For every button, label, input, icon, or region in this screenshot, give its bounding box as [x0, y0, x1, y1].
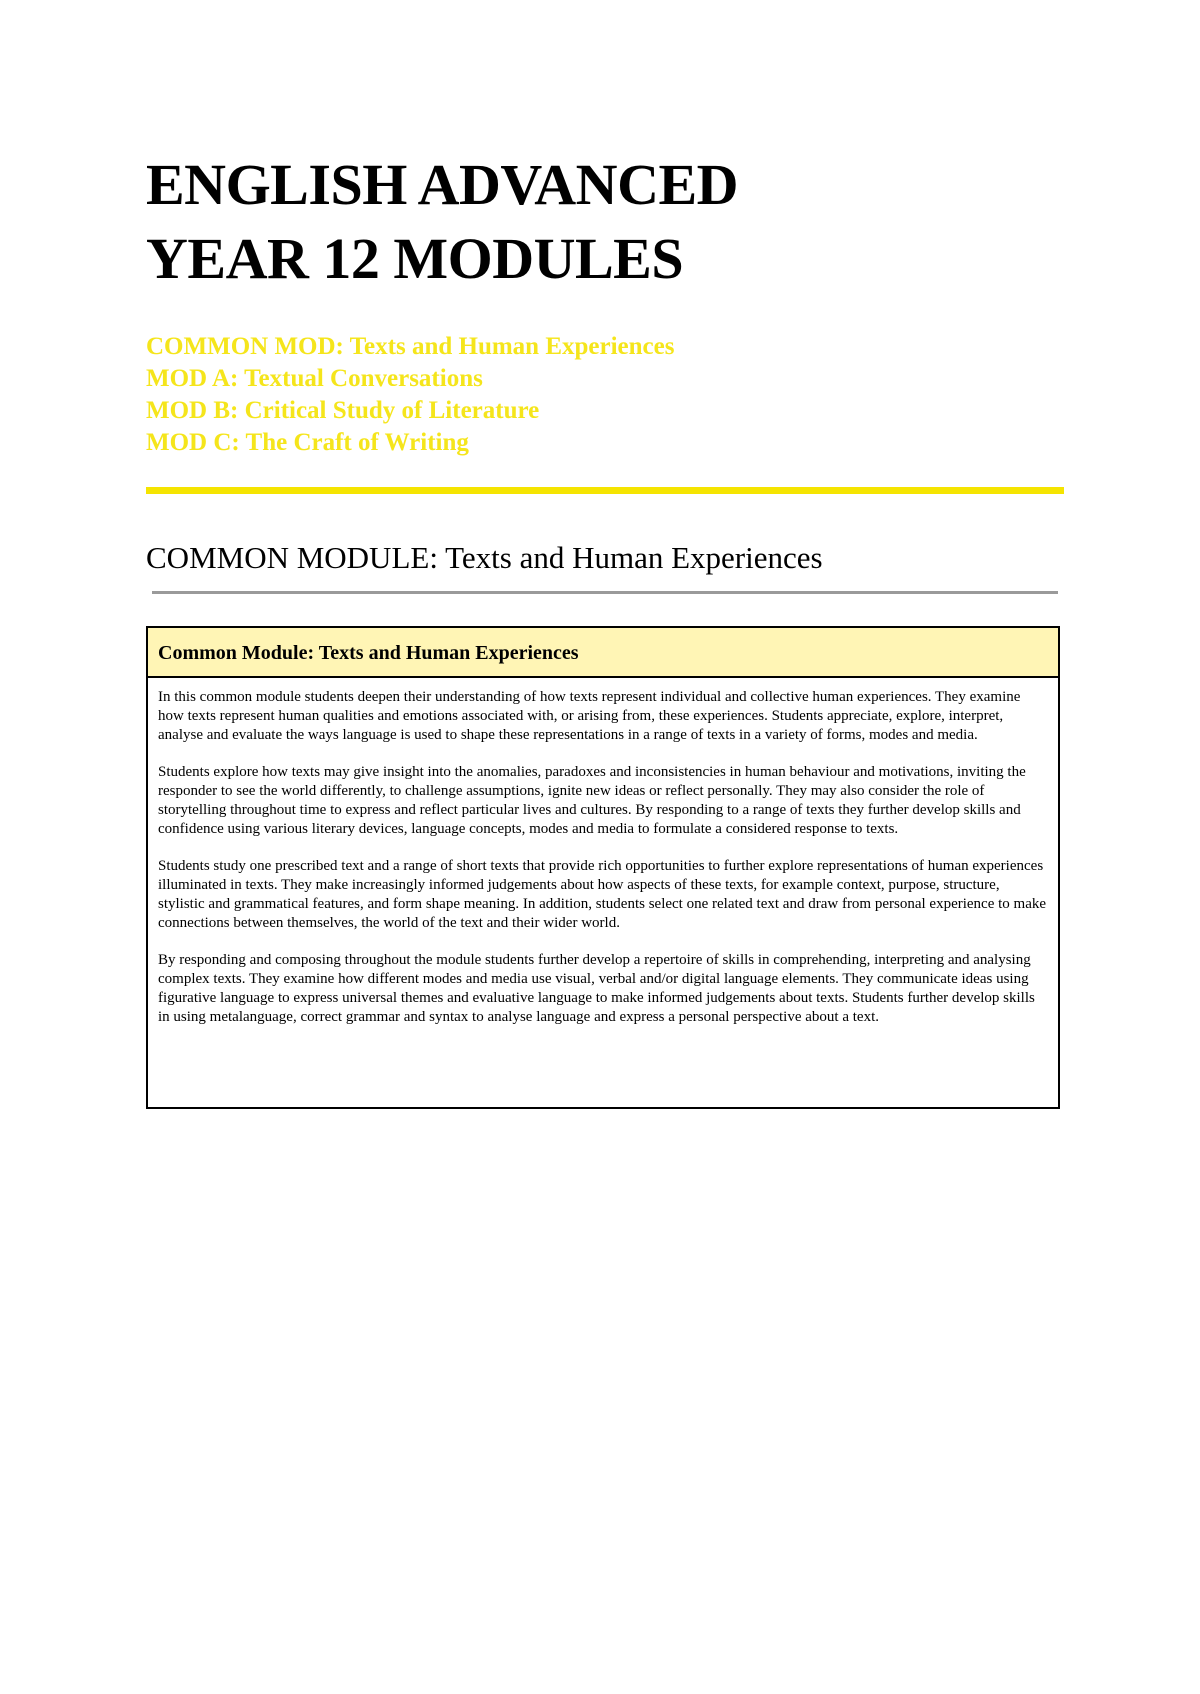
module-paragraph: Students study one prescribed text and a range of short texts that provide rich opportunities to further explore representations of human experiences illuminated in texts. They make increasingly informed judgements about how aspects of these texts, for example context, purpose, structure, stylistic and grammatical features, and form shape meaning. In addition, students select one related text and draw from personal experience to make connections between themselves, the world of the text and their wider world.	[158, 858, 1047, 931]
module-box-body	[148, 678, 1058, 1027]
modules-list-item-mod-b: MOD B: Critical Study of Literature	[146, 397, 540, 424]
module-paragraph: In this common module students deepen their understanding of how texts represent individual and collective human experiences. They examine how texts represent human qualities and emotions associated with, or arising from, these experiences. Students appreciate, explore, interpret, analyse and evaluate the ways language is used to shape these representations in a range of texts in a variety of forms, modes and media.	[158, 689, 1021, 743]
modules-list-item-common: COMMON MOD: Texts and Human Experiences	[146, 333, 675, 360]
module-description-box	[146, 626, 1060, 1109]
module-box-header: Common Module: Texts and Human Experiences	[148, 628, 1058, 678]
module-paragraph: By responding and composing throughout the module students further develop a repertoire of skills in comprehending, interpreting and analysing complex texts. They examine how different modes and media use visual, verbal and/or digital language elements. They communicate ideas using figurative language to express universal themes and evaluative language to make informed judgements about texts. Students further develop skills in using metalanguage, correct grammar and syntax to analyse language and express a personal perspective about a text.	[158, 952, 1035, 1025]
section-heading: COMMON MODULE: Texts and Human Experiences	[146, 540, 823, 575]
modules-list-item-mod-a: MOD A: Textual Conversations	[146, 365, 483, 392]
modules-list-item-mod-c: MOD C: The Craft of Writing	[146, 429, 469, 456]
module-paragraph: Students explore how texts may give insight into the anomalies, paradoxes and inconsistencies in human behaviour and motivations, inviting the responder to see the world differently, to challenge assumptions, ignite new ideas or reflect personally. They may also consider the role of storytelling throughout time to express and reflect particular lives and cultures. By responding to a range of texts they further develop skills and confidence using various literary devices, language concepts, modes and media to formulate a considered response to texts.	[158, 764, 1026, 837]
grey-divider	[152, 591, 1058, 594]
document-title-line-2: YEAR 12 MODULES	[146, 226, 684, 291]
yellow-divider	[146, 487, 1064, 494]
modules-list	[146, 331, 674, 459]
document-title	[146, 148, 738, 296]
document-title-line-1: ENGLISH ADVANCED	[146, 152, 739, 217]
